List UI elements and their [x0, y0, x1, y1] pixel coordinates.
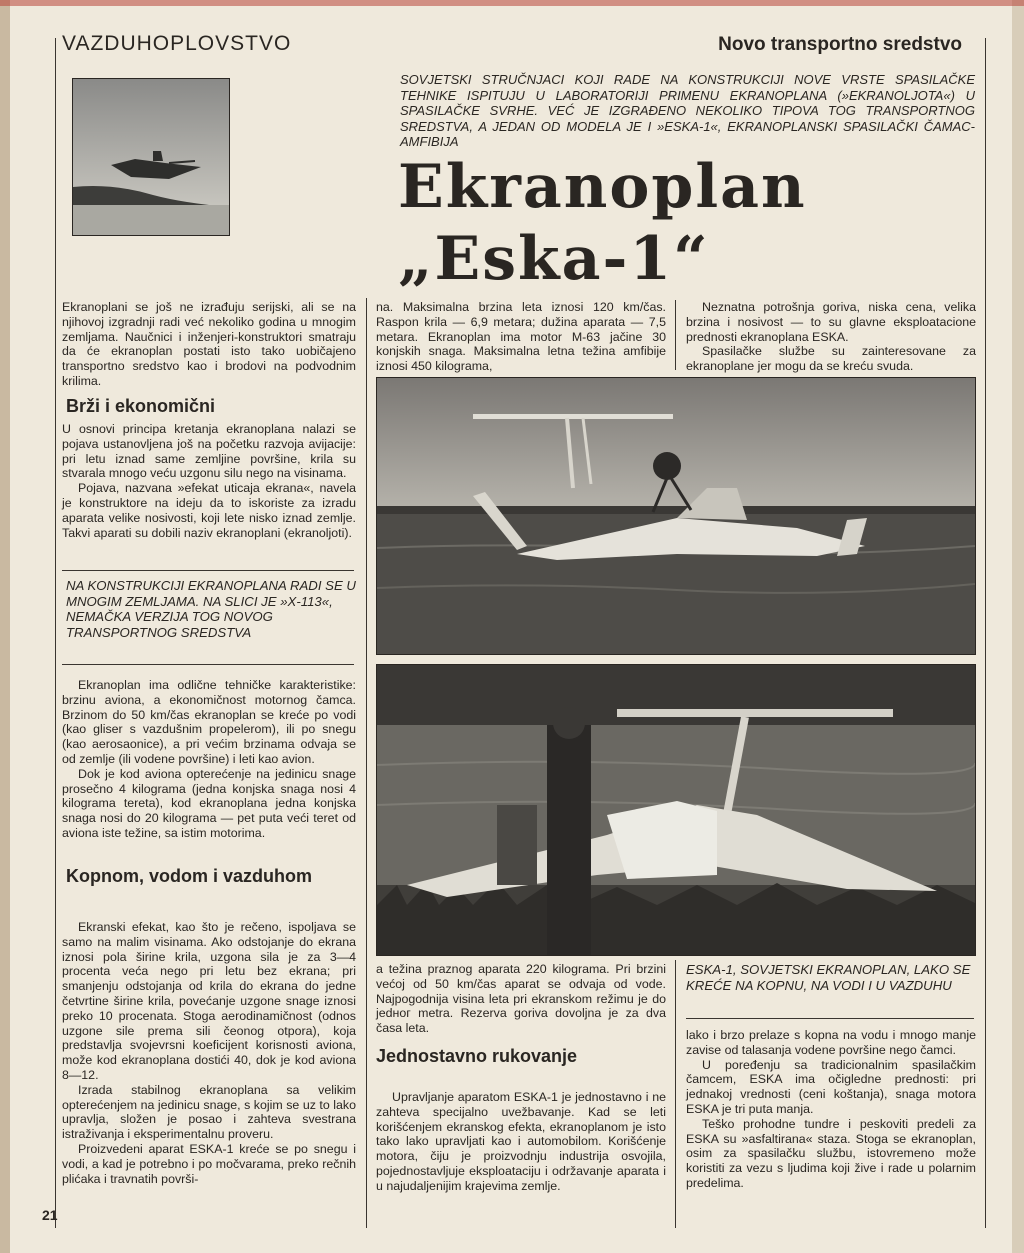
col3-block-2 — [686, 1028, 976, 1191]
subheading-brzi: Brži i ekonomični — [66, 396, 216, 416]
col1-p1: Ekranoplani se još ne izrađuju serijski, ali se na njihovoj izgradnji radi već nekoliko godina u mnogim zemljama. Naučnici i inženjeri-konstruktori smatraju da će ekranoplan postati isto tako uobičajeno transportno sredstvo kao i brodovi na podvodnim krilima. — [62, 300, 356, 388]
x113-image — [73, 79, 229, 235]
page-edge — [1012, 0, 1024, 1253]
photo-x113 — [72, 78, 230, 236]
section-header: VAZDUHOPLOVSTVO — [62, 32, 292, 55]
page-number: 21 — [42, 1207, 58, 1223]
column-divider-2 — [675, 300, 676, 370]
col1-p4: Ekranoplan ima odlične tehničke karakteristike: brzinu aviona, a ekonomičnost motornog čamca. Brzinom do 50 km/čas ekranoplan se kreće po vodi (kao gliser s vazdušnim propelerom), ili po snegu (kao aerosaonice), a pri većim brzinama odvaja se od zemlje (ili vodene površine) i leti kao avion. — [62, 678, 356, 766]
lead-paragraph: SOVJETSKI STRUČNJACI KOJI RADE NA KONSTRUKCIJI NOVE VRSTE SPASILAČKE TEHNIKE ISPITUJU U LABORATORIJI PRIMENU EKRANOPLANA (»EKRANOLJOTA«) U SPASILAČKE SVRHE. VEĆ JE IZGRAĐENO NEKOLIKO TIPOVA TOG TRANSPORTNOG SREDSTVA, A JEDAN OD MODELA JE I »ESKA-1«, EKRANOPLANSKI SPASILAČKI ČAMAC-AMFIBIJA — [400, 72, 975, 149]
col1-p8: Proizvedeni aparat ESKA-1 kreće se po snegu i vodi, a kad je potrebno i po močvarama, preko rečnih plićaka i travnatih površi- — [62, 1141, 356, 1186]
col2-p1: na. Maksimalna brzina leta iznosi 120 km/čas. Raspon krila — 6,9 metara; dužina aparata — 7,5 metara. Ekranoplan ima motor M-63 jačine 30 konjskih snaga. Maksimalna letna težina amfibije iznosi 450 kilograma, — [376, 300, 666, 374]
binding-edge — [0, 0, 10, 1253]
eska-shore-image — [377, 665, 975, 955]
col1-p6: Ekranski efekat, kao što je rečeno, ispoljava se samo na malim visinama. Ako odstojanje do ekrana iznosi pola širine krila, uzgona sila je za 3—4 procenta veća nego pri letu bez ekrana; pri smanjenju odstojanja od krila do ekrana do jedne četvrtine širine krila, povećanje uzgone snage iznosi preko 10 procenata. Stoga aerodinamičnost (odnos uzgone sile prema sili čeonog otpora), koja predstavlja svojevrsni koeficijent korisnosti aviona, može kod ekranoplana dostići 40, dok je kod aviona 8—12. — [62, 920, 356, 1082]
col3-p2: Spasilačke službe su zainteresovane za ekranoplane jer mogu da se kreću svuda. — [686, 344, 976, 374]
column-divider-3 — [675, 960, 676, 1228]
caption-rule-top — [62, 570, 354, 571]
col1-p7: Izrada stabilnog ekranoplana sa velikim opterećenjem na jedinicu snage, s kojim se uz to lako upravlja, složen je posao i zahteva svestrana istraživanja i eksperimentalnu proveru. — [62, 1082, 356, 1142]
caption-rule-bottom — [62, 664, 354, 665]
col1-p3: Pojava, nazvana »efekat uticaja ekrana«, navela je konstruktore na ideju da to iskoriste za izradu aparata velike nosivosti, koji lete nisko iznad zemlje. Takvi aparati su dobili naziv ekranoplani (ekranoljoti). — [62, 481, 356, 540]
col1-block-3 — [62, 678, 356, 841]
photo-eska-flight — [376, 377, 976, 655]
caption-x113: NA KONSTRUKCIJI EKRANOPLANA RADI SE U MNOGIM ZEMLJAMA. NA SLICI JE »X-113«, NEMAČKA VERZIJA TOG NOVOG TRANSPORTNOG SREDSTVA — [66, 578, 356, 640]
caption-eska: ESKA-1, SOVJETSKI EKRANOPLAN, LAKO SE KREĆE NA KOPNU, NA VODI I U VAZDUHU — [686, 962, 971, 993]
headline-line-2: „Eska-1“ — [398, 224, 710, 294]
subheading-kopnom: Kopnom, vodom i vazduhom — [66, 866, 312, 886]
eska-flight-image — [377, 378, 975, 654]
caption-eska-rule — [686, 1018, 974, 1019]
col1-intro — [62, 300, 356, 389]
col3-p4: U poređenju sa tradicionalnim spasilačkim čamcem, ESKA ima očigledne prednosti: pri jednakoj vrednosti (ceni koštanja), snaga motora ESKA je tri puta manja. — [686, 1057, 976, 1116]
col3-p5: Teško prohodne tundre i peskoviti predeli za ESKA su »asfaltirana« staza. Stoga se ekranoplan, osim za spasilačku službu, istovremeno može koristiti za vezu s ljudima koji žive i rade u polarnim predelima. — [686, 1116, 976, 1190]
photo-eska-shore — [376, 664, 976, 956]
col2-p2: a težina praznog aparata 220 kilograma. Pri brzini većoj od 50 km/čas aparat se odvaja od vode. Najpogodnija visina leta pri ekranskom režimu je do jedног metra. Rezerva goriva dovoljna je za dva časa leta. — [376, 962, 666, 1036]
left-frame-rule — [55, 38, 56, 1228]
col3-p3: lako i brzo prelaze s kopna na vodu i mnogo manje zavise od talasanja vodene površine nego čamci. — [686, 1028, 976, 1057]
subheading-jednostavno: Jednostavno rukovanje — [376, 1046, 578, 1066]
col3-p1: Neznatna potrošnja goriva, niska cena, velika brzina i nosivost — to su glavne eksploatacione prednosti ekranoplana ESKA. — [686, 300, 976, 344]
headline-line-1: Ekranoplan — [398, 152, 807, 222]
col1-p5: Dok je kod aviona opterećenje na jedinicu snage prosečno 4 kilograma (jedna konjska snaga nosi 4 kilograma tereta), kod ekranoplana jedna konjska snaga nosi do 20 kilograma — pet puta veći teret od aviona iste težine, sa istim motorima. — [62, 766, 356, 840]
top-edge — [0, 0, 1024, 6]
col2-p3: Upravljanje aparatom ESKA-1 je jednostavno i ne zahteva specijalno uvežbavanje. Kad se leti korišćenjem ekranskog efekta, ekranoplanom je isto tako lako upravljati kao i automobilom. Korišćenje motora, čiju je proizvodnju industrija osvojila, pojednostavljuje eksploataciju i održavanje aparata i u najudaljenijim krajevima zemlje. — [376, 1090, 666, 1193]
col1-p2: U osnovi principa kretanja ekranoplana nalazi se pojava ustanovljena još na početku razvoja avijacije: pri letu iznad same zemljine površine, krila su stvarala mnogo veću uzgonu silu nego na visinama. — [62, 422, 356, 481]
right-frame-rule — [985, 38, 986, 1228]
column-divider-1 — [366, 298, 367, 1228]
col3-block-1 — [686, 300, 976, 374]
col1-block-2 — [62, 422, 356, 540]
col1-block-4 — [62, 920, 356, 1186]
topic-header: Novo transportno sredstvo — [718, 34, 962, 55]
